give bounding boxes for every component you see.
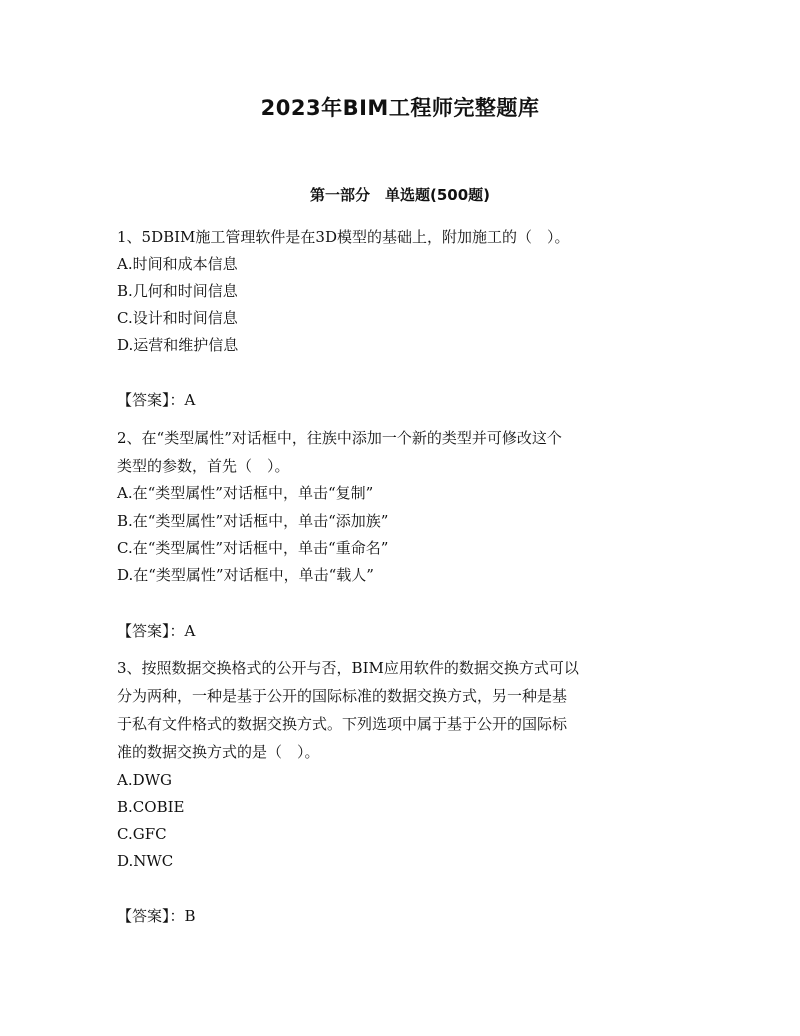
question-3-option-d: D.NWC [117,852,174,870]
question-2-option-c: C.在“类型属性”对话框中，单击“重命名” [117,539,389,557]
question-2-text-line-1: 2、在“类型属性”对话框中，往族中添加一个新的类型并可修改这个 [117,429,562,447]
question-1-text: 1、5DBIM施工管理软件是在3D模型的基础上，附加施工的（ ）。 [117,228,570,246]
answer-label: 【答案】： [117,622,185,640]
question-3-option-a: A.DWG [117,771,173,789]
question-3-answer [117,906,687,926]
question-2-text-line-2: 类型的参数，首先（ ）。 [117,457,290,475]
question-1-option-b: B.几何和时间信息 [117,282,238,300]
question-3-text-line-3: 于私有文件格式的数据交换方式。下列选项中属于基于公开的国际标 [117,715,568,733]
document-title: 2023年BIM工程师完整题库 [260,96,540,120]
question-2-option-d: D.在“类型属性”对话框中，单击“载人” [117,566,374,584]
answer-label: 【答案】： [117,907,185,925]
question-2-answer [117,621,687,641]
question-2-option-b: B.在“类型属性”对话框中，单击“添加族” [117,512,389,530]
question-1-option-c: C.设计和时间信息 [117,309,238,327]
question-1-answer [117,390,687,410]
question-3-option-c: C.GFC [117,825,167,843]
answer-value: B [184,907,196,925]
question-3-text-line-2: 分为两种，一种是基于公开的国际标准的数据交换方式，另一种是基 [117,687,568,705]
question-3-text-line-1: 3、按照数据交换格式的公开与否，BIM应用软件的数据交换方式可以 [117,659,579,677]
section-title: 第一部分 单选题(500题) [309,186,491,204]
answer-label: 【答案】： [117,391,185,409]
question-1-option-d: D.运营和维护信息 [117,336,239,354]
question-2-option-a: A.在“类型属性”对话框中，单击“复制” [117,484,374,502]
question-3-option-b: B.COBIE [117,798,185,816]
answer-value: A [184,391,196,409]
question-3-text-line-4: 准的数据交换方式的是（ ）。 [117,743,320,761]
question-1-option-a: A.时间和成本信息 [117,255,238,273]
answer-value: A [184,622,196,640]
